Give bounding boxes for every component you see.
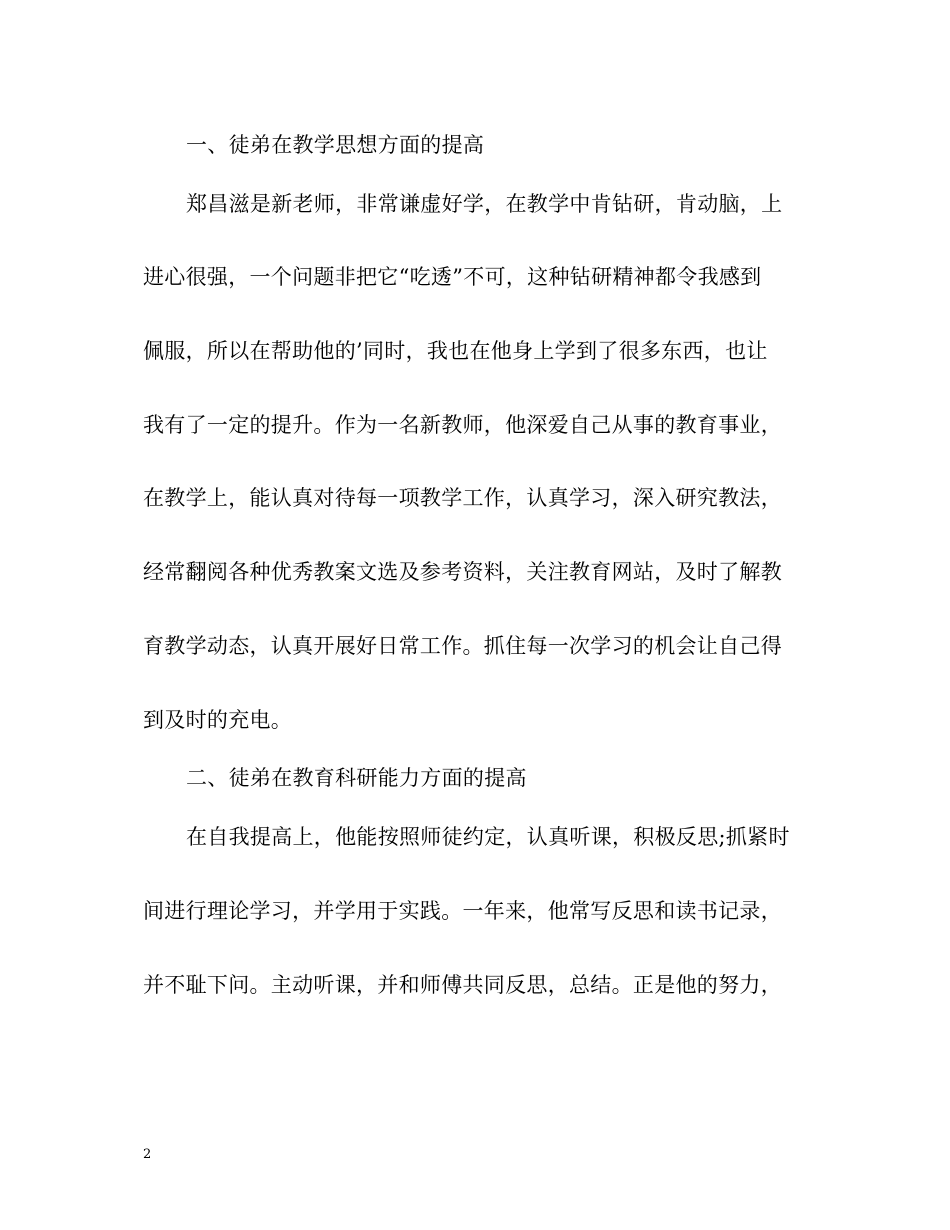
section-heading-2: 二、徒弟在教育科研能力方面的提高	[186, 766, 527, 790]
paragraph-line: 在自我提高上，他能按照师徒约定，认真听课，积极反思;抓紧时	[186, 825, 790, 849]
paragraph-line: 郑昌滋是新老师，非常谦虚好学，在教学中肯钻研，肯动脑，上	[186, 192, 783, 216]
paragraph-line: 进心很强，一个问题非把它“吃透”不可，这种钻研精神都令我感到	[143, 265, 762, 289]
paragraph-line: 在教学上，能认真对待每一项教学工作，认真学习，深入研究教法，	[143, 486, 782, 510]
paragraph-line: 我有了一定的提升。作为一名新教师，他深爱自己从事的教育事业，	[143, 413, 782, 437]
page-number: 2	[143, 1147, 152, 1162]
paragraph-line: 育教学动态，认真开展好日常工作。抓住每一次学习的机会让自己得	[143, 634, 782, 658]
paragraph-line: 并不耻下问。主动听课，并和师傅共同反思，总结。正是他的努力，	[143, 973, 782, 997]
paragraph-line: 间进行理论学习，并学用于实践。一年来，他常写反思和读书记录，	[143, 899, 782, 923]
paragraph-line: 到及时的充电。	[143, 708, 293, 732]
section-heading-1: 一、徒弟在教学思想方面的提高	[186, 133, 485, 157]
paragraph-line: 佩服，所以在帮助他的’同时，我也在他身上学到了很多东西，也让	[143, 339, 768, 363]
paragraph-line: 经常翻阅各种优秀教案文选及参考资料，关注教育网站，及时了解教	[143, 560, 782, 584]
